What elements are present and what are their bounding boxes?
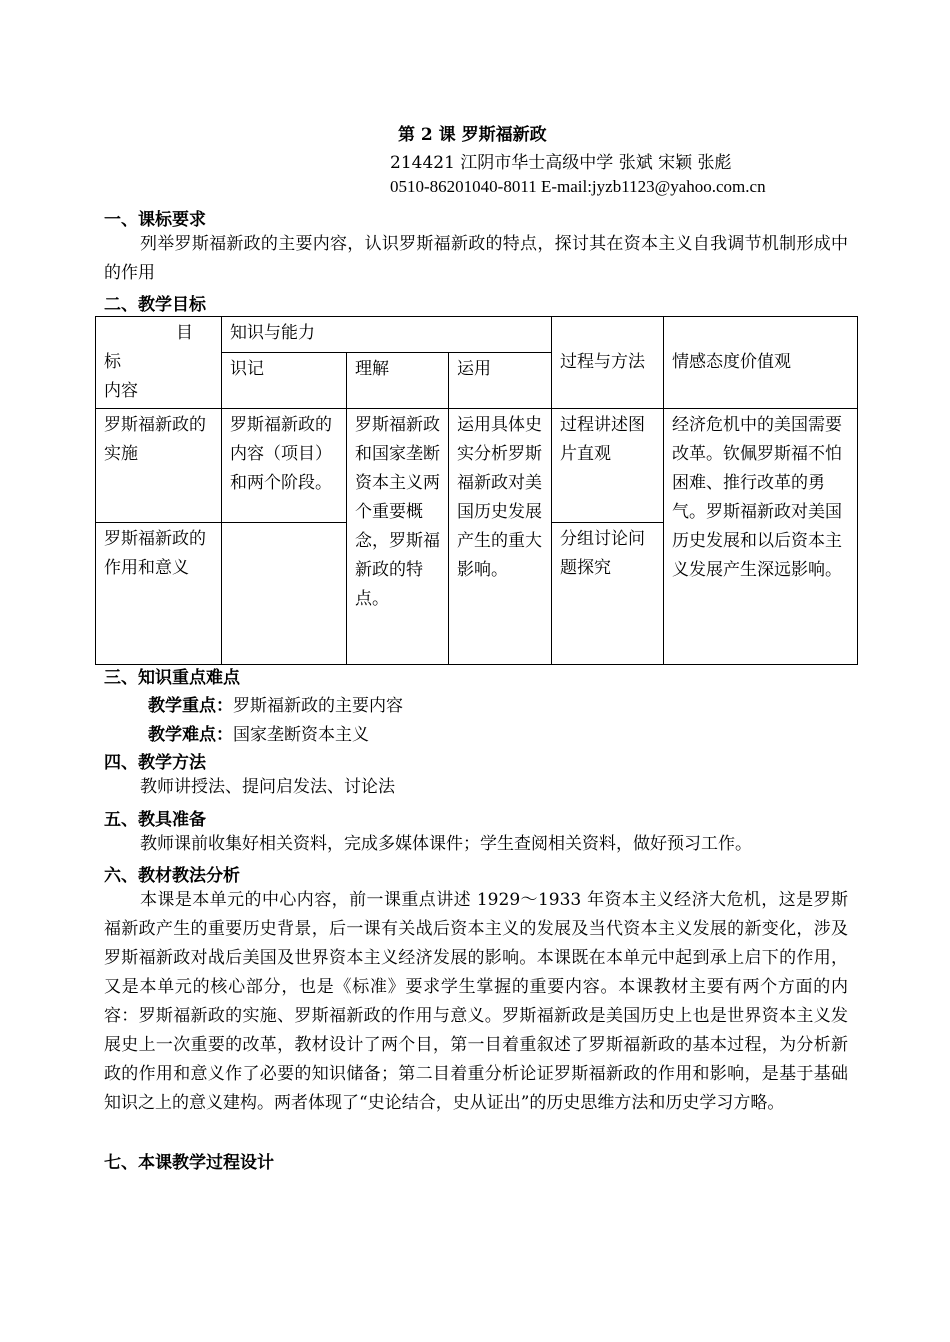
table-corner-cell — [96, 317, 222, 409]
corner-label-top: 目 — [176, 323, 193, 343]
key-point-line — [148, 691, 403, 716]
row1-content: 罗斯福新政的实施 — [96, 409, 222, 523]
heading-methods: 四、教学方法 — [104, 753, 206, 773]
heading-objectives: 二、教学目标 — [104, 295, 206, 315]
curriculum-text: 列举罗斯福新政的主要内容，认识罗斯福新政的特点，探讨其在资本主义自我调节机制形成中的作用 — [104, 234, 848, 283]
header-knowledge-ability: 知识与能力 — [222, 317, 552, 353]
header-understand: 理解 — [347, 352, 449, 408]
emotion-merged-cell: 经济危机中的美国需要改革。钦佩罗斯福不怕困难、推行改革的勇气。罗斯福新政对美国历史发展和以后资本主义发展产生深远影响。 — [664, 409, 858, 665]
materials-text: 教师课前收集好相关资料，完成多媒体课件；学生查阅相关资料，做好预习工作。 — [140, 834, 752, 854]
heading-analysis: 六、教材教法分析 — [104, 866, 240, 886]
heading-materials: 五、教具准备 — [104, 810, 206, 830]
analysis-text: 本课是本单元的中心内容，前一课重点讲述 1929～1933 年资本主义经济大危机，这是罗斯福新政产生的重要历史背景，后一课有关战后资本主义的发展及当代资本主义发展的新变化，涉及罗斯福新政对战后美国及世界资本主义经济发展的影响。本课既在本单元中起到承上启下的作用，又是本单元的核心部分，也是《标准》要求学生掌握的重要内容。本课教材主要有两个方面的内容：罗斯福新政的实施、罗斯福新政的作用与意义。罗斯福新政是美国历史上也是世界资本主义发展史上一次重要的改革，教材设计了两个目，第一目着重叙述了罗斯福新政的基本过程，为分析新政的作用和意义作了必要的知识储备；第二目着重分析论证罗斯福新政的作用和影响，是基于基础知识之上的意义建构。两者体现了“史论结合，史从证出”的历史思维方法和历史学习方略。 — [104, 890, 848, 1113]
author-line: 214421 江阴市华士高级中学 张斌 宋颖 张彪 — [390, 153, 732, 173]
objectives-table — [95, 316, 858, 665]
lesson-title: 第 2 课 罗斯福新政 — [398, 125, 547, 145]
difficult-point-line — [148, 720, 369, 745]
row2-process: 分组讨论问题探究 — [552, 523, 664, 665]
key-point-label: 教学重点： — [148, 696, 233, 716]
header-apply: 运用 — [449, 352, 552, 408]
difficult-point-label: 教学难点： — [148, 725, 233, 745]
header-emotion-values: 情感态度价值观 — [664, 317, 858, 409]
row2-content: 罗斯福新政的作用和意义 — [96, 523, 222, 665]
corner-label-mid: 标 — [104, 352, 121, 372]
row1-process: 过程讲述图片直观 — [552, 409, 664, 523]
row1-memory: 罗斯福新政的内容（项目）和两个阶段。 — [222, 409, 347, 523]
contact-line: 0510-86201040-8011 E-mail:jyzb1123@yahoo.com.cn — [390, 177, 766, 196]
heading-key-points: 三、知识重点难点 — [104, 668, 240, 688]
corner-label-bottom: 内容 — [104, 381, 138, 401]
apply-merged-cell: 运用具体史实分析罗斯福新政对美国历史发展产生的重大影响。 — [449, 409, 552, 665]
understand-merged-cell: 罗斯福新政和国家垄断资本主义两个重要概念，罗斯福新政的特点。 — [347, 409, 449, 665]
row2-memory — [222, 523, 347, 665]
heading-curriculum: 一、课标要求 — [104, 210, 206, 230]
header-process-method: 过程与方法 — [552, 317, 664, 409]
key-point-text: 罗斯福新政的主要内容 — [233, 696, 403, 716]
difficult-point-text: 国家垄断资本主义 — [233, 725, 369, 745]
header-memory: 识记 — [222, 352, 347, 408]
methods-text: 教师讲授法、提问启发法、讨论法 — [140, 777, 395, 797]
heading-process-design: 七、本课教学过程设计 — [104, 1153, 274, 1173]
